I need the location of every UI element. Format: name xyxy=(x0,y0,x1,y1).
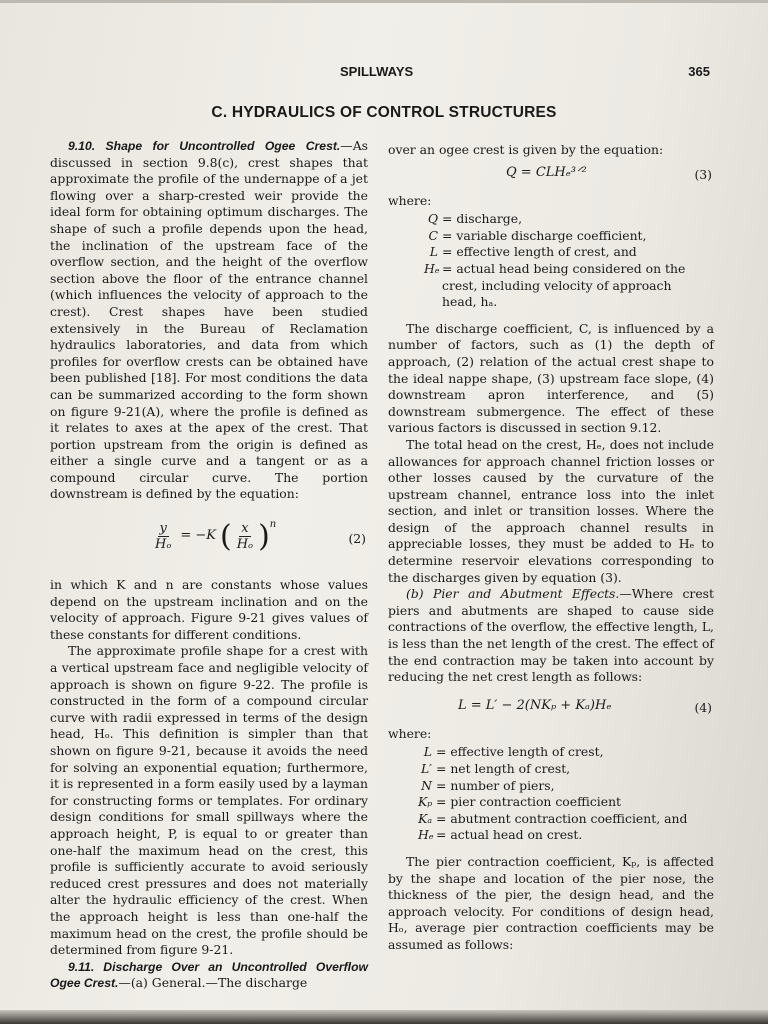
equation-number: (2) xyxy=(348,531,366,547)
definition-item: Hₑ = actual head on crest. xyxy=(418,827,583,843)
equation-2: $\frac{y}{\text{Hₒ}}$ = −K ( $\frac{x}{\text{Hₒ}}$ ) $^n$ (2) xyxy=(155,518,366,554)
definition-item: Kₐ = abutment contraction coefficient, and xyxy=(418,810,688,826)
fraction-x-over-ho: $\frac{x}{\text{Hₒ}}$ xyxy=(236,521,254,553)
paragraph-pier-abutment xyxy=(388,586,714,686)
section-heading-9-11: 9.11. Discharge Over an Uncontrolled Overflow Ogee Crest. xyxy=(50,959,368,991)
section-title: C. HYDRAULICS OF CONTROL STRUCTURES xyxy=(211,104,557,121)
running-head: SPILLWAYS xyxy=(340,64,414,79)
definition-list-eq3 xyxy=(424,211,714,311)
paragraph-text: —Where crest piers and abutments are shaped to cause side contractions of the overflow, the effective length, L, is less than the net length of the crest. The effect of the end contraction may be taken into account by reducing the net crest length as follows: xyxy=(388,586,714,685)
definition-item: L′ = net length of crest, xyxy=(420,761,571,776)
equation-operator: = −K xyxy=(180,528,216,544)
where-label: where: xyxy=(388,725,432,741)
where-label: where: xyxy=(388,192,432,208)
definition-item: Kₚ = pier contraction coefficient xyxy=(418,794,622,810)
paragraph-9-10 xyxy=(50,138,368,503)
equation-3 xyxy=(388,165,714,187)
paragraph-discharge-intro: over an ogee crest is given by the equation: xyxy=(388,142,664,157)
section-heading-9-10: 9.10. Shape for Uncontrolled Ogee Crest. xyxy=(68,139,341,153)
definition-item: N = number of piers, xyxy=(421,777,555,793)
paragraph-9-11 xyxy=(50,959,368,992)
page-bottom-edge xyxy=(0,1010,768,1024)
equation-expression: Q = CLHₑ³ᐟ² xyxy=(506,164,587,180)
equation-number: (3) xyxy=(694,166,712,182)
page-number: 365 xyxy=(688,64,710,79)
paragraph-constants: in which K and n are constants whose values depend on the upstream inclination and on the velocity of approach. Figure 9-21 gives values of these constants for different conditions. xyxy=(50,577,368,642)
equation-expression: L = L′ − 2(NKₚ + Kₐ)Hₑ xyxy=(458,697,612,713)
left-column xyxy=(50,138,368,992)
exponent-n: n xyxy=(269,519,277,531)
definition-item: L = effective length of crest, and xyxy=(429,244,637,260)
equation-number: (4) xyxy=(694,699,712,715)
definition-list-eq4 xyxy=(418,744,714,844)
paragraph-pier-coefficient: The pier contraction coefficient, Kₚ, is affected by the shape and location of the pier nose, the thickness of the pier, the design head, and the approach velocity. For conditions of design head, Hₒ, average pier contraction coefficients may be assumed as follows: xyxy=(388,853,714,952)
paragraph-discharge-coefficient: The discharge coefficient, C, is influenced by a number of factors, such as (1) the depth of approach, (2) relation of the actual crest shape to the ideal nappe shape, (3) upstream face slope, (4) downstream apron interference, and (5) downstream submergence. The effect of these various factors is discussed in section 9.12. xyxy=(388,320,714,436)
definition-item: Q = discharge, xyxy=(427,211,523,227)
definition-item: C = variable discharge coefficient, xyxy=(428,227,647,243)
fraction-y-over-ho: $\frac{y}{\text{Hₒ}}$ xyxy=(155,521,172,553)
paragraph-text: —(a) General.—The discharge xyxy=(118,975,308,991)
definition-item: L = effective length of crest, xyxy=(423,744,604,760)
definition-item: Hₑ = actual head being considered on the crest, including velocity of approach head, hₐ. xyxy=(424,260,686,310)
right-column xyxy=(388,142,714,954)
paragraph-total-head: The total head on the crest, Hₑ, does not include allowances for approach channel friction losses or other losses caused by the curvature of the upstream channel, entrance loss into the inlet section, and inlet or transition losses. Where the design of the approach channel results in appreciable losses, they must be added to Hₑ to determine reservoir elevations corresponding to the discharges given by equation (3). xyxy=(388,436,714,585)
paragraph-text: —As discussed in section 9.8(c), crest shapes that approximate the profile of the undernappe of a jet flowing over a sharp-crested weir provide the ideal form for obtaining optimum discharges. The shape of such a profile depends upon the head, the inclination of the upstream face of the overflow section, and the height of the overflow section above the floor of the entrance channel (which influences the velocity of approach to the crest). Crest shapes have been studied extensively in the Bureau of Reclamation hydraulics laboratories, and data from which profiles for overflow crests can be obtained have been published [18]. For most conditions the data can be summarized according to the form shown on figure 9-21(A), where the profile is defined as it relates to axes at the apex of the crest. That portion upstream from the origin is defined as either a single curve and a tangent or as a compound circular curve. The portion downstream is defined by the equation: xyxy=(50,138,368,502)
paragraph-profile-shape: The approximate profile shape for a crest with a vertical upstream face and negligible velocity of approach is shown on figure 9-22. The profile is constructed in the form of a compound circular curve with radii expressed in terms of the design head, Hₒ. This definition is simpler than that shown on figure 9-21, because it avoids the need for solving an exponential equation; furthermore, it is represented in a form easily used by a layman for constructing forms or templates. For ordinary design conditions for small spillways where the approach height, P, is equal to or greater than one-half the maximum head on the crest, this profile is sufficiently accurate to avoid seriously reduced crest pressures and does not materially alter the hydraulic efficiency of the crest. When the approach height is less than one-half the maximum head on the crest, the profile should be determined from figure 9-21. xyxy=(50,643,368,958)
equation-4 xyxy=(388,698,714,720)
subsection-heading: (b) Pier and Abutment Effects. xyxy=(406,586,620,602)
page-edge xyxy=(0,0,768,3)
